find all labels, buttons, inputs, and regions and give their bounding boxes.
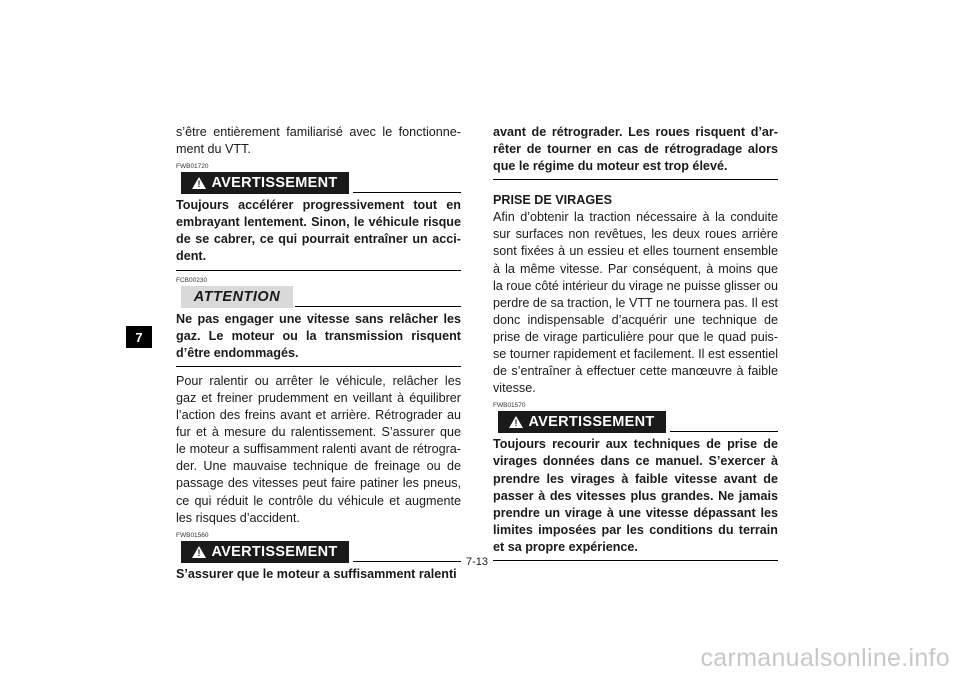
attention-label: ATTENTION <box>193 288 281 305</box>
warning-badge <box>181 541 349 563</box>
section-heading: PRISE DE VIRAGES <box>493 193 612 208</box>
watermark: carmanualsonline.info <box>700 644 950 672</box>
warning-text: Toujours recourir aux techniques de prise de virages données dans ce manuel. S’exercer à prendre les virages à faible vitesse avant de passer à des vitesses plus grandes. Ne jamais prendre un virage à une vitesse dépassant les limites imposées par les conditions du terrain et sa propre expérience. <box>493 437 778 554</box>
warning-label: AVERTISSEMENT <box>211 175 338 192</box>
body-text: Afin d’obtenir la traction nécessaire à la conduite sur surfaces non revêtues, les deux roues arrière sont fixées à un essieu et elles tournent ensemble à la même vitesse. Par conséquent, à moins que la roue côté intérieur du virage ne puisse glisser ou perdre de sa traction, le VTT ne tournera pas. Il est donc indispensable d’acquérir une technique de prise de virage particulière pour que le quad puisse tourner rapidement et facilement. Il est essentiel de s’entraîner à effectuer cette manœuvre à faible vitesse. <box>493 210 778 396</box>
right-column <box>493 124 778 567</box>
warning-badge <box>181 172 349 194</box>
page-number: 7-13 <box>466 556 489 568</box>
warning-text: S’assurer que le moteur a suffisamment ralenti <box>176 566 457 581</box>
attention-header <box>176 286 461 308</box>
attention-text: Ne pas engager une vitesse sans relâcher les gaz. Le moteur ou la transmission risquent d’être endommagés. <box>176 311 461 360</box>
section-rule <box>176 270 461 271</box>
left-column <box>176 124 461 583</box>
warning-header <box>176 172 461 194</box>
warning-label: AVERTISSEMENT <box>528 414 655 431</box>
warning-code: FWB01720 <box>176 163 209 171</box>
warning-text: Toujours accélérer progressivement tout en embrayant lentement. Sinon, le véhicule risque de se cabrer, ce qui pourrait entraîner un accident. <box>176 198 461 264</box>
intro-text: s’être entièrement familiarisé avec le fonctionnement du VTT. <box>176 125 461 157</box>
warning-continued-text: avant de rétrograder. Les roues risquent d’arrêter de tourner en cas de rétrogradage alors que le régime du moteur est trop élevé. <box>493 125 778 174</box>
warning-triangle-icon: ! <box>509 416 523 428</box>
header-rule <box>295 306 461 307</box>
warning-triangle-icon: ! <box>192 546 206 558</box>
warning-badge <box>498 411 666 433</box>
warning-header <box>493 411 778 433</box>
header-rule <box>353 192 461 193</box>
warning-triangle-icon: ! <box>192 177 206 189</box>
section-rule <box>176 366 461 367</box>
header-rule <box>353 561 461 562</box>
warning-code: FWB01570 <box>493 402 526 410</box>
section-rule <box>493 560 778 561</box>
warning-label: AVERTISSEMENT <box>211 543 338 560</box>
attention-code: FCB00230 <box>176 276 208 284</box>
header-rule <box>670 431 778 432</box>
chapter-tab: 7 <box>126 326 152 348</box>
attention-badge <box>181 286 293 308</box>
warning-code: FWB01560 <box>176 531 209 539</box>
section-rule <box>493 179 778 180</box>
warning-header <box>176 541 461 563</box>
body-text: Pour ralentir ou arrêter le véhicule, relâcher les gaz et freiner prudemment en veillant à équilibrer l’action des freins avant et arrière. Rétrograder au fur et à mesure du ralentissement. S’assurer que le moteur a suffisamment ralenti avant de rétrograder. Une mauvaise technique de freinage ou de passage des vitesses peut faire patiner les pneus, ce qui réduit le contrôle du véhicule et augmente les risques d’accident. <box>176 373 461 525</box>
